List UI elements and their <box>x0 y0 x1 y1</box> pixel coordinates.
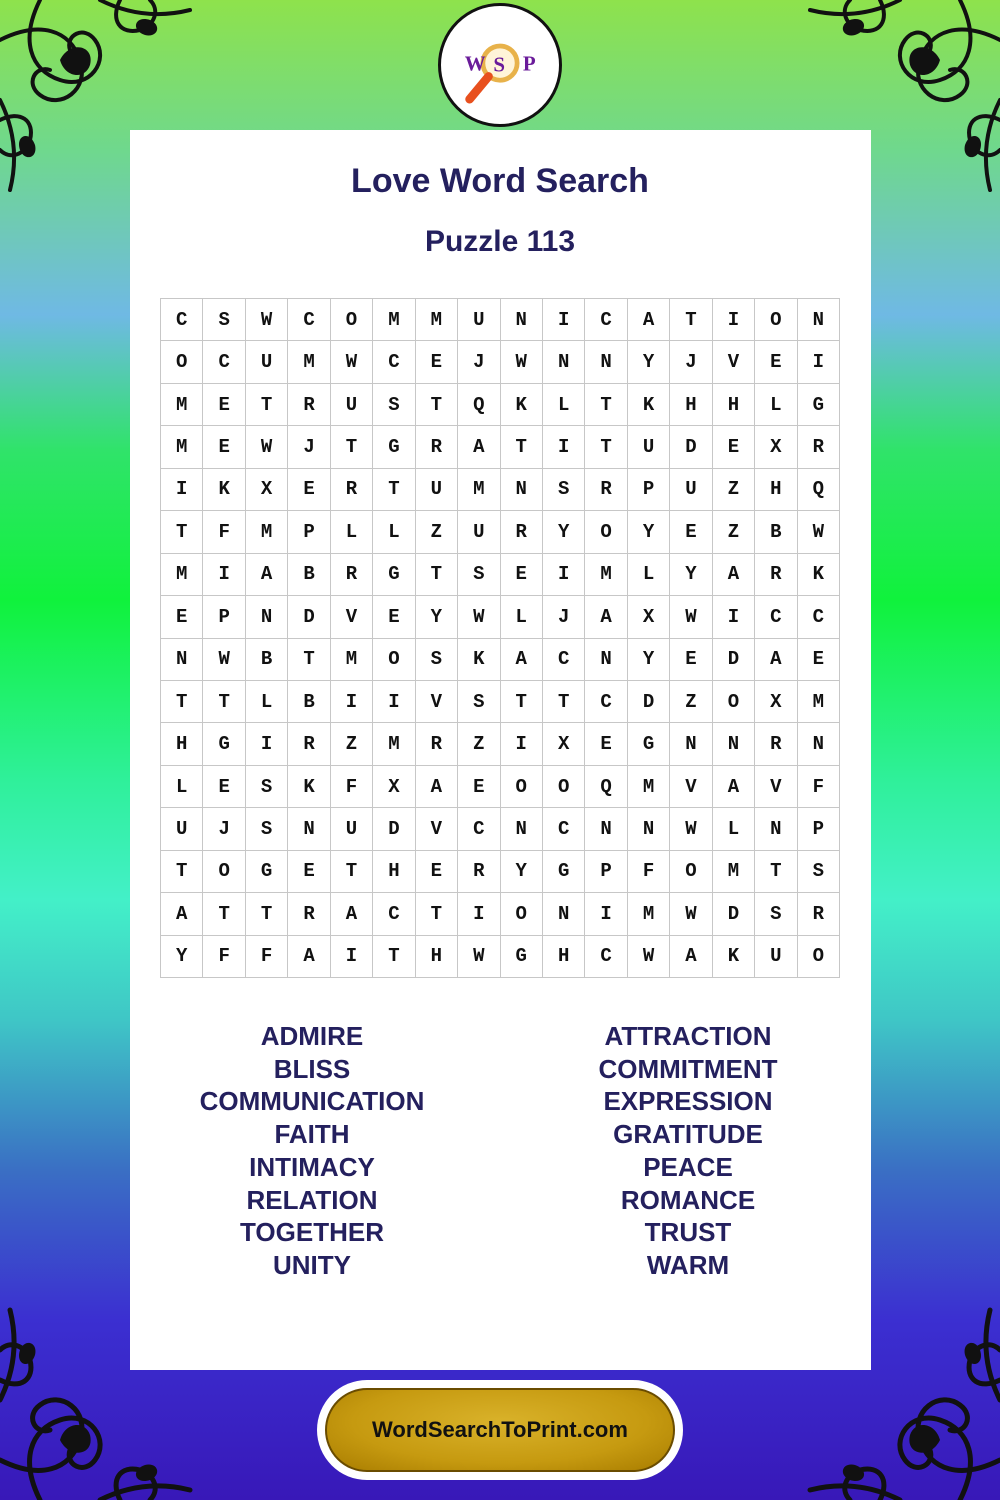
grid-cell[interactable]: E <box>373 596 415 638</box>
grid-cell[interactable]: T <box>161 511 203 553</box>
word-list-item: ADMIRE <box>260 1021 364 1051</box>
grid-cell[interactable]: N <box>798 299 840 341</box>
grid-cell[interactable]: B <box>288 554 330 596</box>
grid-cell[interactable]: U <box>331 384 373 426</box>
grid-cell[interactable]: A <box>501 639 543 681</box>
grid-cell[interactable]: B <box>755 511 797 553</box>
grid-cell[interactable]: N <box>501 469 543 511</box>
grid-cell[interactable]: W <box>670 596 712 638</box>
grid-cell[interactable]: H <box>416 936 458 978</box>
grid-cell[interactable]: T <box>161 681 203 723</box>
grid-cell[interactable]: T <box>501 681 543 723</box>
grid-cell[interactable]: T <box>755 851 797 893</box>
grid-cell[interactable]: F <box>798 766 840 808</box>
grid-cell[interactable]: C <box>585 936 627 978</box>
grid-cell[interactable]: T <box>416 384 458 426</box>
grid-cell[interactable]: G <box>628 723 670 765</box>
grid-cell[interactable]: E <box>458 766 500 808</box>
grid-cell[interactable]: H <box>670 384 712 426</box>
grid-cell[interactable]: X <box>628 596 670 638</box>
grid-cell[interactable]: I <box>713 596 755 638</box>
grid-cell[interactable]: R <box>288 384 330 426</box>
grid-cell[interactable]: E <box>755 341 797 383</box>
grid-cell[interactable]: I <box>543 426 585 468</box>
grid-cell[interactable]: U <box>458 511 500 553</box>
grid-cell[interactable]: H <box>543 936 585 978</box>
grid-cell[interactable]: Y <box>416 596 458 638</box>
grid-cell[interactable]: Y <box>628 639 670 681</box>
grid-cell[interactable]: L <box>501 596 543 638</box>
grid-cell[interactable]: S <box>246 808 288 850</box>
grid-cell[interactable]: A <box>713 554 755 596</box>
grid-cell[interactable]: B <box>246 639 288 681</box>
grid-cell[interactable]: E <box>288 469 330 511</box>
grid-cell[interactable]: D <box>713 639 755 681</box>
grid-cell[interactable]: C <box>161 299 203 341</box>
grid-cell[interactable]: H <box>373 851 415 893</box>
grid-cell[interactable]: M <box>288 341 330 383</box>
logo-letter-p: P <box>522 51 536 76</box>
grid-cell[interactable]: C <box>373 893 415 935</box>
word-list-item: COMMITMENT <box>598 1053 778 1084</box>
grid-cell[interactable]: I <box>585 893 627 935</box>
grid-cell[interactable]: V <box>416 808 458 850</box>
grid-cell[interactable]: T <box>543 681 585 723</box>
grid-cell[interactable]: G <box>501 936 543 978</box>
word-list-right <box>518 1020 858 1282</box>
grid-cell[interactable]: Y <box>543 511 585 553</box>
grid-cell[interactable]: U <box>755 936 797 978</box>
grid-cell[interactable]: I <box>161 469 203 511</box>
grid-cell[interactable]: Y <box>670 554 712 596</box>
grid-cell[interactable]: M <box>373 723 415 765</box>
grid-cell[interactable]: M <box>628 893 670 935</box>
grid-cell[interactable]: M <box>161 384 203 426</box>
word-list-left <box>142 1020 482 1282</box>
grid-cell[interactable]: R <box>288 723 330 765</box>
grid-cell[interactable]: R <box>458 851 500 893</box>
grid-cell[interactable]: X <box>246 469 288 511</box>
website-button[interactable] <box>317 1380 683 1480</box>
page-title: Love Word Search <box>351 162 649 200</box>
grid-cell[interactable]: N <box>628 808 670 850</box>
grid-cell[interactable]: E <box>416 851 458 893</box>
grid-cell[interactable]: L <box>628 554 670 596</box>
grid-cell[interactable]: S <box>416 639 458 681</box>
grid-cell[interactable]: R <box>331 554 373 596</box>
grid-cell[interactable]: I <box>331 681 373 723</box>
grid-cell[interactable]: Z <box>331 723 373 765</box>
grid-cell[interactable]: R <box>798 426 840 468</box>
grid-cell[interactable]: M <box>628 766 670 808</box>
grid-cell[interactable]: E <box>288 851 330 893</box>
grid-cell[interactable]: G <box>373 426 415 468</box>
grid-cell[interactable]: S <box>755 893 797 935</box>
grid-cell[interactable]: N <box>543 893 585 935</box>
grid-cell[interactable]: P <box>585 851 627 893</box>
grid-cell[interactable]: T <box>161 851 203 893</box>
grid-cell[interactable]: S <box>543 469 585 511</box>
grid-cell[interactable]: R <box>331 469 373 511</box>
grid-cell[interactable]: O <box>543 766 585 808</box>
grid-cell[interactable]: M <box>585 554 627 596</box>
grid-cell[interactable]: S <box>798 851 840 893</box>
grid-cell[interactable]: I <box>543 554 585 596</box>
grid-cell[interactable]: O <box>161 341 203 383</box>
grid-cell[interactable]: D <box>628 681 670 723</box>
grid-cell[interactable]: R <box>501 511 543 553</box>
grid-cell[interactable]: N <box>246 596 288 638</box>
grid-cell[interactable]: S <box>458 681 500 723</box>
grid-cell[interactable]: M <box>373 299 415 341</box>
grid-cell[interactable]: L <box>713 808 755 850</box>
grid-cell[interactable]: N <box>585 808 627 850</box>
grid-cell[interactable]: O <box>798 936 840 978</box>
grid-cell[interactable]: X <box>755 681 797 723</box>
word-list-item: TOGETHER <box>240 1217 384 1248</box>
grid-cell[interactable]: D <box>670 426 712 468</box>
grid-cell[interactable]: A <box>628 299 670 341</box>
grid-cell[interactable]: T <box>416 893 458 935</box>
grid-cell[interactable]: L <box>755 384 797 426</box>
grid-cell[interactable]: O <box>755 299 797 341</box>
grid-cell[interactable]: W <box>458 936 500 978</box>
grid-cell[interactable]: L <box>331 511 373 553</box>
grid-cell[interactable]: B <box>288 681 330 723</box>
grid-cell[interactable]: Q <box>585 766 627 808</box>
grid-cell[interactable]: P <box>628 469 670 511</box>
grid-cell[interactable]: N <box>713 723 755 765</box>
grid-cell[interactable]: A <box>331 893 373 935</box>
grid-cell[interactable]: N <box>543 341 585 383</box>
grid-cell[interactable]: N <box>501 808 543 850</box>
grid-cell[interactable]: W <box>670 808 712 850</box>
grid-cell[interactable]: R <box>755 723 797 765</box>
grid-cell[interactable]: X <box>373 766 415 808</box>
grid-cell[interactable]: W <box>203 639 245 681</box>
grid-cell[interactable]: K <box>203 469 245 511</box>
grid-cell[interactable]: Z <box>458 723 500 765</box>
word-list-item: COMMUNICATION <box>199 1086 425 1117</box>
grid-cell[interactable]: U <box>670 469 712 511</box>
grid-cell[interactable]: U <box>246 341 288 383</box>
grid-cell[interactable]: C <box>585 299 627 341</box>
word-list-item: ATTRACTION <box>604 1021 772 1051</box>
grid-cell[interactable]: L <box>161 766 203 808</box>
grid-cell[interactable]: E <box>670 639 712 681</box>
grid-cell[interactable]: G <box>203 723 245 765</box>
grid-cell[interactable]: M <box>798 681 840 723</box>
grid-cell[interactable]: J <box>203 808 245 850</box>
grid-cell[interactable]: A <box>585 596 627 638</box>
grid-cell[interactable]: T <box>246 893 288 935</box>
grid-cell[interactable]: H <box>713 384 755 426</box>
grid-cell[interactable]: N <box>288 808 330 850</box>
grid-cell[interactable]: P <box>798 808 840 850</box>
grid-cell[interactable]: U <box>628 426 670 468</box>
grid-cell[interactable]: M <box>161 554 203 596</box>
grid-cell[interactable]: I <box>373 681 415 723</box>
grid-cell[interactable]: V <box>713 341 755 383</box>
grid-cell[interactable]: J <box>670 341 712 383</box>
grid-cell[interactable]: S <box>203 299 245 341</box>
word-list-item: GRATITUDE <box>613 1119 763 1150</box>
grid-cell[interactable]: K <box>501 384 543 426</box>
grid-cell[interactable]: R <box>798 893 840 935</box>
grid-cell[interactable]: C <box>755 596 797 638</box>
grid-cell[interactable]: I <box>331 936 373 978</box>
grid-cell[interactable]: O <box>203 851 245 893</box>
grid-cell[interactable]: A <box>755 639 797 681</box>
grid-cell[interactable]: C <box>798 596 840 638</box>
grid-cell[interactable]: O <box>670 851 712 893</box>
grid-cell[interactable]: H <box>755 469 797 511</box>
grid-cell[interactable]: S <box>373 384 415 426</box>
grid-cell[interactable]: T <box>246 384 288 426</box>
grid-cell[interactable]: E <box>203 384 245 426</box>
word-list-item: WARM <box>646 1249 730 1280</box>
grid-cell[interactable]: N <box>670 723 712 765</box>
grid-cell[interactable]: C <box>585 681 627 723</box>
grid-cell[interactable]: A <box>416 766 458 808</box>
grid-cell[interactable]: Y <box>161 936 203 978</box>
grid-cell[interactable]: Y <box>501 851 543 893</box>
grid-cell[interactable]: L <box>246 681 288 723</box>
grid-cell[interactable]: I <box>543 299 585 341</box>
word-list-item: BLISS <box>273 1053 351 1084</box>
grid-cell[interactable]: O <box>373 639 415 681</box>
grid-cell[interactable]: N <box>585 639 627 681</box>
grid-cell[interactable]: N <box>755 808 797 850</box>
word-list-item: RELATION <box>246 1184 378 1215</box>
grid-cell[interactable]: L <box>543 384 585 426</box>
grid-cell[interactable]: R <box>288 893 330 935</box>
grid-cell[interactable]: Y <box>628 341 670 383</box>
grid-cell[interactable]: K <box>798 554 840 596</box>
grid-cell[interactable]: U <box>458 299 500 341</box>
grid-cell[interactable]: W <box>670 893 712 935</box>
grid-cell[interactable]: D <box>713 893 755 935</box>
grid-cell[interactable]: K <box>628 384 670 426</box>
grid-cell[interactable]: D <box>373 808 415 850</box>
letter-grid[interactable] <box>160 298 840 978</box>
grid-cell[interactable]: J <box>458 341 500 383</box>
grid-cell[interactable]: S <box>246 766 288 808</box>
grid-cell[interactable]: O <box>501 893 543 935</box>
grid-cell[interactable]: E <box>670 511 712 553</box>
grid-cell[interactable]: M <box>713 851 755 893</box>
word-list-item: FAITH <box>274 1119 350 1150</box>
grid-cell[interactable]: X <box>543 723 585 765</box>
grid-cell[interactable]: C <box>458 808 500 850</box>
grid-cell[interactable]: C <box>543 639 585 681</box>
grid-cell[interactable]: T <box>288 639 330 681</box>
website-link[interactable]: WordSearchToPrint.com <box>372 1417 628 1442</box>
website-button-face[interactable] <box>325 1388 675 1472</box>
grid-cell[interactable]: I <box>713 299 755 341</box>
grid-cell[interactable]: K <box>458 639 500 681</box>
grid-cell[interactable]: M <box>246 511 288 553</box>
grid-cell[interactable]: W <box>798 511 840 553</box>
grid-cell[interactable]: I <box>458 893 500 935</box>
grid-cell[interactable]: W <box>246 426 288 468</box>
grid-cell[interactable]: O <box>501 766 543 808</box>
grid-cell[interactable]: E <box>161 596 203 638</box>
grid-cell[interactable]: F <box>246 936 288 978</box>
grid-cell[interactable]: T <box>331 851 373 893</box>
grid-cell[interactable]: C <box>203 341 245 383</box>
grid-cell[interactable]: A <box>713 766 755 808</box>
word-list-item: ROMANCE <box>620 1184 756 1215</box>
grid-cell[interactable]: J <box>543 596 585 638</box>
word-list-item: UNITY <box>273 1249 351 1280</box>
grid-cell[interactable]: S <box>458 554 500 596</box>
grid-cell[interactable]: A <box>670 936 712 978</box>
grid-cell[interactable]: Z <box>713 511 755 553</box>
word-list-item: PEACE <box>643 1151 733 1182</box>
grid-cell[interactable]: F <box>203 511 245 553</box>
grid-cell[interactable]: E <box>416 341 458 383</box>
grid-cell[interactable]: A <box>458 426 500 468</box>
grid-cell[interactable]: M <box>416 299 458 341</box>
grid-cell[interactable]: V <box>670 766 712 808</box>
grid-cell[interactable]: U <box>161 808 203 850</box>
grid-cell[interactable]: O <box>585 511 627 553</box>
grid-cell[interactable]: Y <box>628 511 670 553</box>
wsp-logo[interactable] <box>438 3 562 127</box>
puzzle-number: Puzzle 113 <box>424 225 576 258</box>
grid-cell[interactable]: Q <box>458 384 500 426</box>
grid-cell[interactable]: N <box>798 723 840 765</box>
grid-cell[interactable]: Q <box>798 469 840 511</box>
grid-cell[interactable]: D <box>288 596 330 638</box>
grid-cell[interactable]: U <box>416 469 458 511</box>
grid-cell[interactable]: V <box>755 766 797 808</box>
grid-cell[interactable]: V <box>331 596 373 638</box>
grid-cell[interactable]: T <box>373 936 415 978</box>
grid-cell[interactable]: W <box>501 341 543 383</box>
grid-cell[interactable]: H <box>161 723 203 765</box>
grid-cell[interactable]: A <box>161 893 203 935</box>
grid-cell[interactable]: V <box>416 681 458 723</box>
grid-cell[interactable]: C <box>543 808 585 850</box>
grid-cell[interactable]: Z <box>416 511 458 553</box>
grid-cell[interactable]: T <box>203 681 245 723</box>
grid-cell[interactable]: T <box>501 426 543 468</box>
grid-cell[interactable]: F <box>628 851 670 893</box>
grid-cell[interactable]: A <box>288 936 330 978</box>
grid-cell[interactable]: G <box>543 851 585 893</box>
grid-cell[interactable]: U <box>331 808 373 850</box>
grid-cell[interactable]: O <box>713 681 755 723</box>
grid-cell[interactable]: F <box>331 766 373 808</box>
grid-cell[interactable]: G <box>246 851 288 893</box>
grid-cell[interactable]: I <box>501 723 543 765</box>
grid-cell[interactable]: C <box>288 299 330 341</box>
grid-cell[interactable]: E <box>203 766 245 808</box>
word-list-item: EXPRESSION <box>603 1086 773 1117</box>
grid-cell[interactable]: C <box>373 341 415 383</box>
grid-cell[interactable]: R <box>585 469 627 511</box>
grid-cell[interactable]: R <box>755 554 797 596</box>
grid-cell[interactable]: X <box>755 426 797 468</box>
logo-letter-s: S <box>493 52 505 77</box>
word-list-item: INTIMACY <box>249 1151 375 1182</box>
grid-cell[interactable]: T <box>331 426 373 468</box>
grid-cell[interactable]: N <box>585 341 627 383</box>
grid-cell[interactable]: P <box>203 596 245 638</box>
grid-cell[interactable]: W <box>331 341 373 383</box>
grid-cell[interactable]: M <box>161 426 203 468</box>
grid-cell[interactable]: E <box>203 426 245 468</box>
grid-cell[interactable]: T <box>585 384 627 426</box>
grid-cell[interactable]: F <box>203 936 245 978</box>
grid-cell[interactable]: W <box>246 299 288 341</box>
grid-cell[interactable]: T <box>585 426 627 468</box>
grid-cell[interactable]: R <box>416 723 458 765</box>
grid-cell[interactable]: P <box>288 511 330 553</box>
grid-cell[interactable]: O <box>331 299 373 341</box>
grid-cell[interactable]: R <box>416 426 458 468</box>
grid-cell[interactable]: I <box>203 554 245 596</box>
grid-cell[interactable]: N <box>501 299 543 341</box>
grid-cell[interactable]: A <box>246 554 288 596</box>
grid-cell[interactable]: I <box>246 723 288 765</box>
grid-cell[interactable]: T <box>670 299 712 341</box>
grid-cell[interactable]: M <box>331 639 373 681</box>
grid-cell[interactable]: Z <box>713 469 755 511</box>
grid-cell[interactable]: T <box>373 469 415 511</box>
grid-cell[interactable]: E <box>501 554 543 596</box>
grid-cell[interactable]: W <box>628 936 670 978</box>
grid-cell[interactable]: M <box>458 469 500 511</box>
grid-cell[interactable]: G <box>373 554 415 596</box>
grid-cell[interactable]: E <box>713 426 755 468</box>
grid-cell[interactable]: K <box>288 766 330 808</box>
grid-cell[interactable]: E <box>585 723 627 765</box>
grid-cell[interactable]: Z <box>670 681 712 723</box>
grid-cell[interactable]: G <box>798 384 840 426</box>
logo-letter-w: W <box>464 51 486 76</box>
grid-cell[interactable]: J <box>288 426 330 468</box>
grid-cell[interactable]: T <box>203 893 245 935</box>
grid-cell[interactable]: L <box>373 511 415 553</box>
word-list-item: TRUST <box>644 1217 732 1248</box>
grid-cell[interactable]: W <box>458 596 500 638</box>
grid-cell[interactable]: I <box>798 341 840 383</box>
grid-cell[interactable]: N <box>161 639 203 681</box>
grid-cell[interactable]: K <box>713 936 755 978</box>
grid-cell[interactable]: E <box>798 639 840 681</box>
grid-cell[interactable]: T <box>416 554 458 596</box>
